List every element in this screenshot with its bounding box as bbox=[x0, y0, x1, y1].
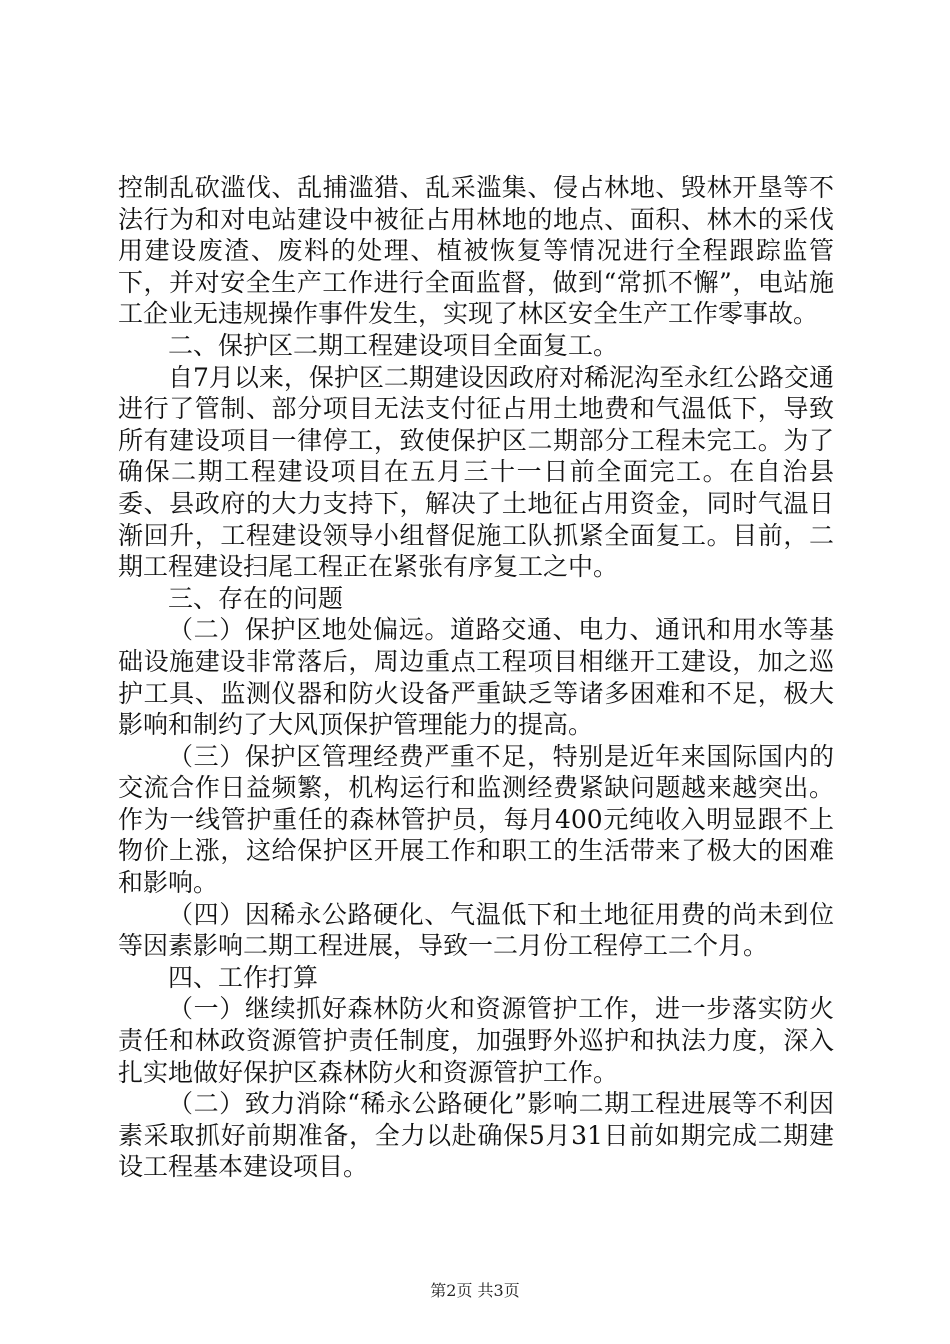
paragraph-continuation: 控制乱砍滥伐、乱捕滥猎、乱采滥集、侵占林地、毁林开垦等不法行为和对电站建设中被征占用林地的地点、面积、林木的采伐用建设废渣、废料的处理、植被恢复等情况进行全程跟踪监管下，并对安全生产工作进行全面监督，做到“常抓不懈”，电站施工企业无违规操作事件发生，实现了林区安全生产工作零事故。 bbox=[118, 173, 834, 329]
paragraph-phase-two: 自7月以来，保护区二期建设因政府对稀泥沟至永红公路交通进行了管制、部分项目无法支付征占用土地费和气温低下，导致所有建设项目一律停工，致使保护区二期部分工程未完工。为了确保二期工程建设项目在五月三十一日前全面完工。在自治县委、县政府的大力支持下，解决了土地征占用资金，同时气温日渐回升，工程建设领导小组督促施工队抓紧全面复工。目前，二期工程建设扫尾工程正在紧张有序复工之中。 bbox=[118, 362, 834, 582]
section-heading-4: 四、工作打算 bbox=[168, 962, 319, 992]
plan-item-1: （一）继续抓好森林防火和资源管护工作，进一步落实防火责任和林政资源管护责任制度，加强野外巡护和执法力度，深入扎实地做好保护区森林防火和资源管护工作。 bbox=[118, 994, 834, 1087]
problem-item-4: （四）因稀永公路硬化、气温低下和土地征用费的尚未到位等因素影响二期工程进展，导致一二月份工程停工二个月。 bbox=[118, 899, 834, 961]
problem-item-2: （二）保护区地处偏远。道路交通、电力、通讯和用水等基础设施建设非常落后，周边重点工程项目相继开工建设，加之巡护工具、监测仪器和防火设备严重缺乏等诸多困难和不足，极大影响和制约了大风顶保护管理能力的提高。 bbox=[118, 615, 834, 740]
section-heading-2: 二、保护区二期工程建设项目全面复工。 bbox=[168, 330, 619, 360]
section-heading-3: 三、存在的问题 bbox=[168, 583, 344, 613]
page-number-footer: 第2页 共3页 bbox=[430, 1281, 520, 1300]
document-body bbox=[118, 172, 834, 1183]
plan-item-2: （二）致力消除“稀永公路硬化”影响二期工程进展等不利因素采取抓好前期准备，全力以赴确保5月31日前如期完成二期建设工程基本建设项目。 bbox=[118, 1089, 834, 1182]
problem-item-3: （三）保护区管理经费严重不足，特别是近年来国际国内的交流合作日益频繁，机构运行和监测经费紧缺问题越来越突出。作为一线管护重任的森林管护员，每月400元纯收入明显跟不上物价上涨，这给保护区开展工作和职工的生活带来了极大的困难和影响。 bbox=[118, 741, 834, 898]
